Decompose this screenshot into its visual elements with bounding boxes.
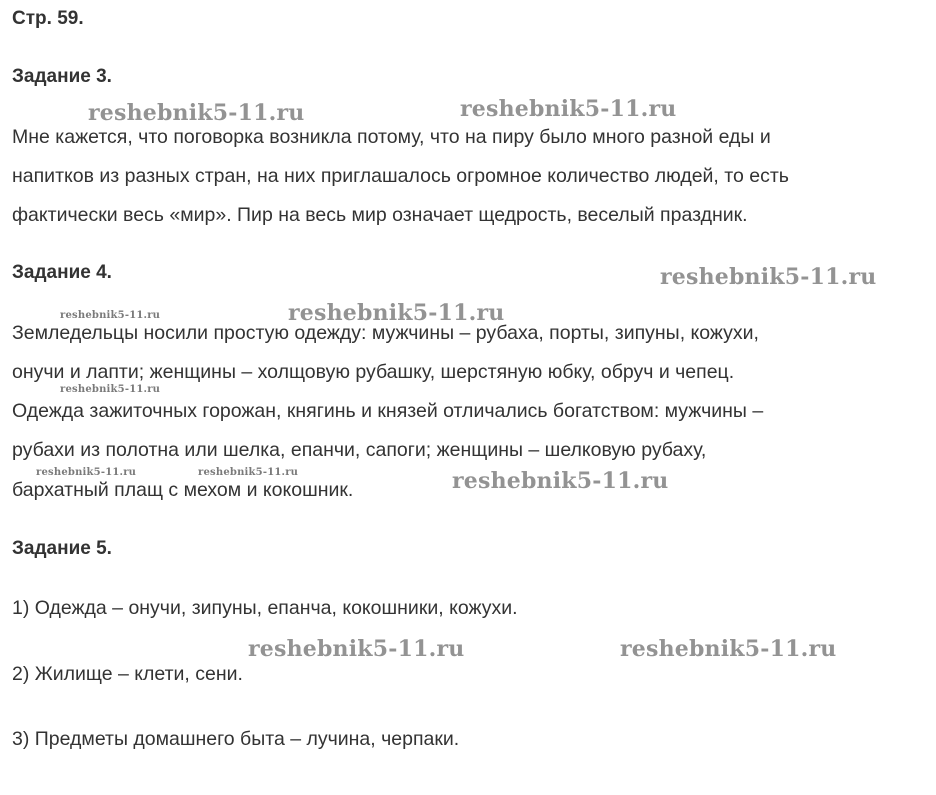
task-4-line-3: Одежда зажиточных горожан, княгинь и князей отличались богатством: мужчины – xyxy=(12,400,764,422)
task-3-line-1: Мне кажется, что поговорка возникла потому, что на пиру было много разной еды и xyxy=(12,126,771,148)
watermark: reshebnik5-11.ru xyxy=(452,468,669,494)
task-3-line-3: фактически весь «мир». Пир на весь мир означает щедрость, веселый праздник. xyxy=(12,204,748,226)
watermark: reshebnik5-11.ru xyxy=(88,100,305,126)
watermark: reshebnik5-11.ru xyxy=(60,310,161,321)
task-5-item-2: 2) Жилище – клети, сени. xyxy=(12,663,243,685)
task-5-item-3: 3) Предметы домашнего быта – лучина, черпаки. xyxy=(12,728,460,750)
task-5-heading: Задание 5. xyxy=(12,538,112,559)
task-4-line-1: Земледельцы носили простую одежду: мужчины – рубаха, порты, зипуны, кожухи, xyxy=(12,322,759,344)
watermark: reshebnik5-11.ru xyxy=(60,384,161,395)
watermark: reshebnik5-11.ru xyxy=(460,96,677,122)
watermark: reshebnik5-11.ru xyxy=(620,636,837,662)
watermark: reshebnik5-11.ru xyxy=(660,264,877,290)
watermark: reshebnik5-11.ru xyxy=(288,300,505,326)
task-3-line-2: напитков из разных стран, на них приглашалось огромное количество людей, то есть xyxy=(12,165,789,187)
task-4-line-2: онучи и лапти; женщины – холщовую рубашку, шерстяную юбку, обруч и чепец. xyxy=(12,361,735,383)
watermark: reshebnik5-11.ru xyxy=(248,636,465,662)
task-3-heading: Задание 3. xyxy=(12,66,112,87)
watermark: reshebnik5-11.ru xyxy=(198,467,299,478)
task-4-line-4: рубахи из полотна или шелка, епанчи, сапоги; женщины – шелковую рубаху, xyxy=(12,439,707,461)
watermark: reshebnik5-11.ru xyxy=(36,467,137,478)
task-5-item-1: 1) Одежда – онучи, зипуны, епанча, кокошники, кожухи. xyxy=(12,597,518,619)
task-4-line-5: бархатный плащ с мехом и кокошник. xyxy=(12,479,354,501)
task-4-heading: Задание 4. xyxy=(12,262,112,283)
page-label: Стр. 59. xyxy=(12,8,84,29)
